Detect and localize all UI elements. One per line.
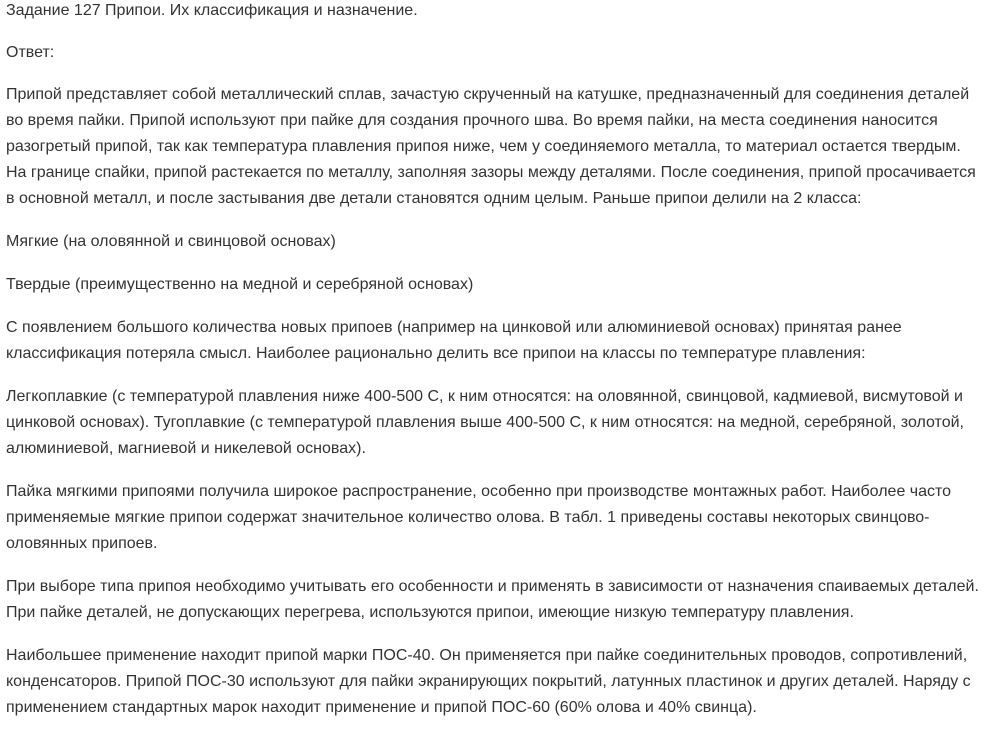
paragraph-hard-class: Твердые (преимущественно на медной и серебряной основах) [6,276,474,293]
paragraph-choice: При выборе типа припоя необходимо учитывать его особенности и применять в зависимости от назначения спаиваемых деталей. При пайке деталей, не допускающих перегрева, используются припои, имеющие низкую температуру плавления. [6,578,979,621]
paragraph-pos-grades: Наибольшее применение находит припой марки ПОС-40. Он применяется при пайке соединительных проводов, сопротивлений, конденсаторов. Припой ПОС-30 используют для пайки экранирующих покрытий, латунных пластинок и других деталей. Наряду с применением стандартных марок находит применение и припой ПОС-60 (60% олова и 40% свинца). [6,647,971,716]
paragraph-new-classification: С появлением большого количества новых припоев (например на цинковой или алюминиевой основах) принятая ранее классификация потеряла смысл. Наиболее рационально делить все припои на классы по температуре плавления: [6,319,902,362]
task-title: Задание 127 Припои. Их классификация и назначение. [6,2,418,19]
document-body [6,0,981,738]
paragraph-definition: Припой представляет собой металлический сплав, зачастую скрученный на катушке, предназначенный для соединения деталей во время пайки. Припой используют при пайке для создания прочного шва. Во время пайки, на места соединения наносится разогретый припой, так как температура плавления припоя ниже, чем у соединяемого металла, то материал остается твердым. На границе спайки, припой растекается по металлу, заполняя зазоры между деталями. После соединения, припой просачивается в основной металл, и после застывания две детали становятся одним целым. Раньше припои делили на 2 класса: [6,86,976,207]
answer-label: Ответ: [6,44,55,61]
paragraph-soft-soldering: Пайка мягкими припоями получила широкое распространение, особенно при производстве монтажных работ. Наиболее часто применяемые мягкие припои содержат значительное количество олова. В табл. 1 приведены составы некоторых свинцово-оловянных припоев. [6,483,952,552]
paragraph-soft-class: Мягкие (на оловянной и свинцовой основах) [6,233,336,250]
paragraph-melting-classes: Легкоплавкие (с температурой плавления ниже 400-500 С, к ним относятся: на оловянной, свинцовой, кадмиевой, висмутовой и цинковой основах). Тугоплавкие (с температурой плавления выше 400-500 С, к ним относятся: на медной, серебряной, золотой, алюминиевой, магниевой и никелевой основах). [6,388,964,457]
